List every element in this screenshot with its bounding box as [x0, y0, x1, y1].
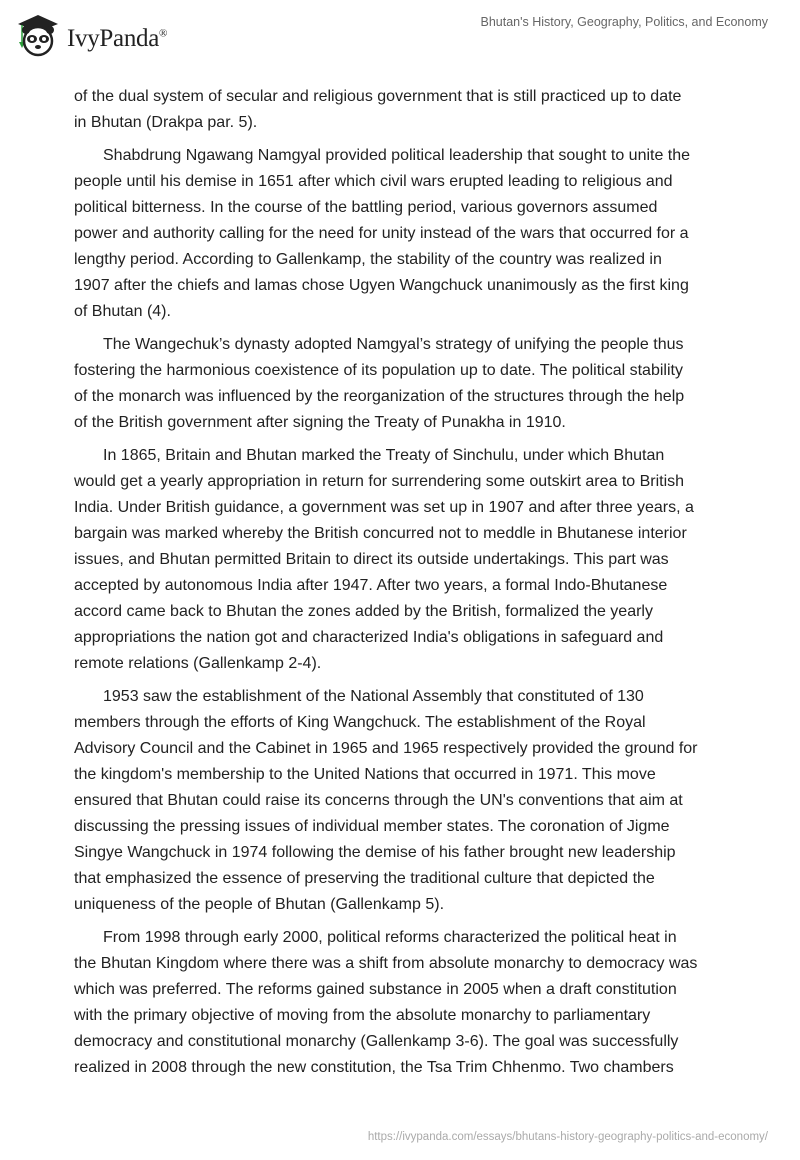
text-line: members through the efforts of King Wangchuck. The establishment of the Royal — [74, 714, 646, 731]
text-line: Advisory Council and the Cabinet in 1965 and 1965 respectively provided the ground for — [74, 740, 698, 757]
text-line: discussing the pressing issues of individual member states. The coronation of Jigme — [74, 818, 670, 835]
brand-name: IvyPanda® — [67, 25, 168, 52]
document-title: Bhutan's History, Geography, Politics, and Economy — [480, 15, 768, 29]
source-url[interactable]: https://ivypanda.com/essays/bhutans-history-geography-politics-and-economy/ — [367, 1131, 768, 1143]
text-line: with the primary objective of moving from the absolute monarchy to parliamentary — [74, 1007, 651, 1024]
text-line: which was preferred. The reforms gained substance in 2005 when a draft constitution — [74, 981, 677, 998]
essay-body — [74, 84, 734, 1088]
paragraph — [74, 443, 734, 677]
text-line: The Wangechuk’s dynasty adopted Namgyal’s strategy of unifying the people thus — [103, 336, 684, 353]
text-line: lengthy period. According to Gallenkamp, the stability of the country was realized in — [74, 251, 662, 268]
text-line: of Bhutan (4). — [74, 303, 171, 320]
text-line: accepted by autonomous India after 1947. After two years, a formal Indo-Bhutanese — [74, 577, 668, 594]
text-line: would get a yearly appropriation in return for surrendering some outskirt area to British — [74, 473, 685, 490]
text-line: 1907 after the chiefs and lamas chose Ugyen Wangchuck unanimously as the first king — [74, 277, 689, 294]
text-line: people until his demise in 1651 after which civil wars erupted leading to religious and — [74, 173, 673, 190]
paragraph — [74, 925, 734, 1081]
panda-graduate-icon — [14, 10, 62, 58]
text-line: accord came back to Bhutan the zones added by the British, formalized the yearly — [74, 603, 653, 620]
text-line: Singye Wangchuck in 1974 following the demise of his father brought new leadership — [74, 844, 676, 861]
text-line: bargain was marked whereby the British concurred not to meddle in Bhutanese interior — [74, 525, 687, 542]
text-line: fostering the harmonious coexistence of its population up to date. The political stability — [74, 362, 683, 379]
text-line: In 1865, Britain and Bhutan marked the Treaty of Sinchulu, under which Bhutan — [103, 447, 665, 464]
text-line: the Bhutan Kingdom where there was a shift from absolute monarchy to democracy was — [74, 955, 698, 972]
text-line: realized in 2008 through the new constitution, the Tsa Trim Chhenmo. Two chambers — [74, 1059, 674, 1076]
paragraph — [74, 143, 734, 325]
text-line: 1953 saw the establishment of the National Assembly that constituted of 130 — [103, 688, 644, 705]
text-line: that emphasized the essence of preserving the traditional culture that depicted the — [74, 870, 655, 887]
text-line: uniqueness of the people of Bhutan (Gallenkamp 5). — [74, 896, 445, 913]
text-line: From 1998 through early 2000, political reforms characterized the political heat in — [103, 929, 677, 946]
text-line: in Bhutan (Drakpa par. 5). — [74, 114, 258, 131]
text-line: of the monarch was influenced by the reorganization of the structures through the help — [74, 388, 685, 405]
text-line: issues, and Bhutan permitted Britain to direct its outside undertakings. This part was — [74, 551, 669, 568]
text-line: of the dual system of secular and religious government that is still practiced up to date — [74, 88, 682, 105]
text-line: India. Under British guidance, a government was set up in 1907 and after three years, a — [74, 499, 694, 516]
paragraph — [74, 684, 734, 918]
text-line: the kingdom's membership to the United Nations that occurred in 1971. This move — [74, 766, 656, 783]
text-line: Shabdrung Ngawang Namgyal provided political leadership that sought to unite the — [103, 147, 691, 164]
text-line: political bitterness. In the course of the battling period, various governors assumed — [74, 199, 658, 216]
paragraph — [74, 332, 734, 436]
text-line: power and authority calling for the need for unity instead of the wars that occurred for a — [74, 225, 689, 242]
ivypanda-logo[interactable] — [14, 10, 167, 58]
text-line: ensured that Bhutan could raise its concerns through the UN's conventions that aim at — [74, 792, 683, 809]
text-line: democracy and constitutional monarchy (Gallenkamp 3-6). The goal was successfully — [74, 1033, 679, 1050]
text-line: remote relations (Gallenkamp 2-4). — [74, 655, 322, 672]
text-line: of the British government after signing the Treaty of Punakha in 1910. — [74, 414, 566, 431]
paragraph — [74, 84, 734, 136]
text-line: appropriations the nation got and characterized India's obligations in safeguard and — [74, 629, 664, 646]
